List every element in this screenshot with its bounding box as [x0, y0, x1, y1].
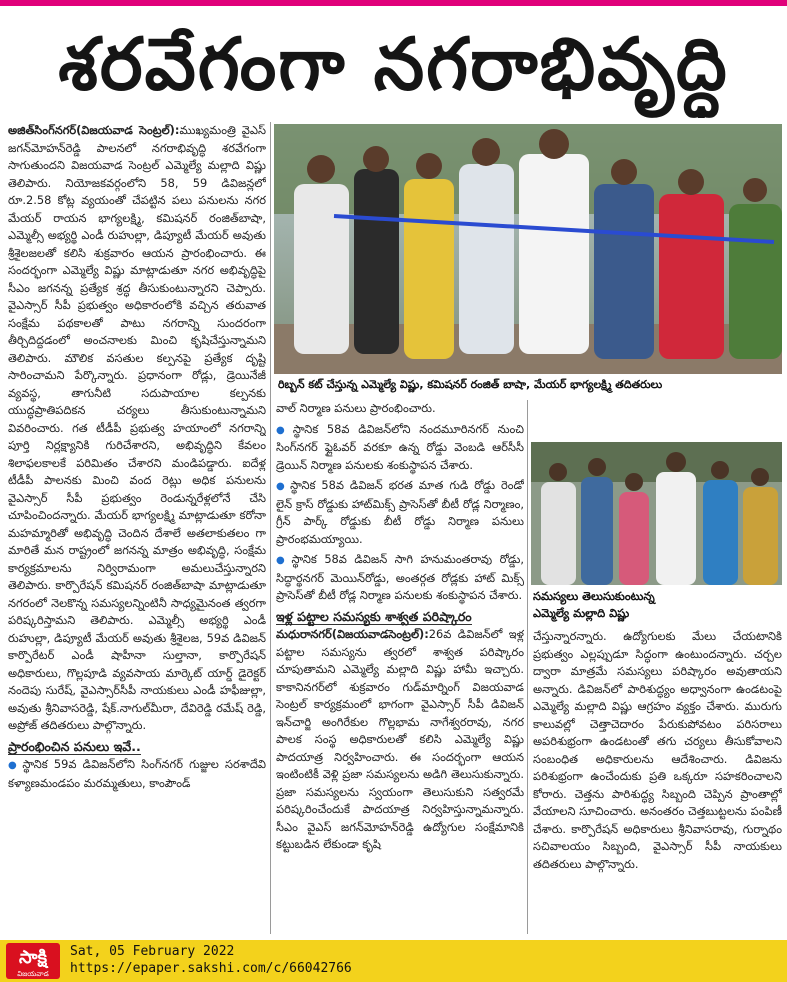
- bullet-item: [8, 756, 266, 792]
- bullet-icon: ●: [276, 555, 289, 566]
- epaper-link[interactable]: https://epaper.sakshi.com/c/66042766: [70, 961, 352, 976]
- bullet-text: స్థానిక 58వ డివిజన్‌లోని నందమూరినగర్‌ నుంచి సింగ్‌నగర్‌ ఫ్లైఓవర్‌ వరకూ ఉన్న రోడ్డు వెంబడి ఆర్‌సీసీ డ్రెయిన్‌ నిర్మాణ పనులకు శంకుస్థాపన చేశారు.: [276, 421, 524, 472]
- caption-line-1: సమస్యలు తెలుసుకుంటున్న: [533, 589, 655, 603]
- bullet-item: [276, 421, 524, 475]
- article-column-1: [8, 122, 266, 934]
- photo-ribbon-caption: రిబ్బన్‌ కట్‌ చేస్తున్న ఎమ్మెల్యే విష్ణు, కమిషనర్‌ రంజిత్‌ బాషా, మేయర్‌ భాగ్యలక్ష్మి తదితరులు: [278, 378, 663, 391]
- caption-line-2: ఎమ్మెల్యే మల్లాది విష్ణు: [533, 606, 630, 620]
- bullet-text: స్థానిక 58వ డివిజన్‌ భరత మాత గుడి రోడ్డు రెండో లైన్‌ క్రాస్‌ రోడ్డుకు హాట్‌మిక్స్‌ ప్రాసెస్‌తో బీటీ రోడ్ల నిర్మాణం, గ్రీన్‌ పార్క్‌ రోడ్డుకు బీటీ రోడ్డు నిర్మాణ పనులు ప్రారంభమయ్యాయి.: [276, 478, 524, 546]
- continuation-text: చేస్తున్నారన్నారు. ఉద్యోగులకు మేలు చేయటానికి ప్రభుత్వం ఎల్లప్పుడూ సిద్ధంగా ఉంటుందన్నారు. చర్చల ద్వారా మాత్రమే సమస్యలు పరిష్కారం అవుతాయని అన్నారు. డివిజన్‌లో పారిశుద్ధ్యం అధ్వానంగా ఉండటంపై ఎమ్మెల్యే మల్లాది విష్ణు ఆగ్రహం వ్యక్తం చేశారు. మురుగు కాలువల్లో చెత్తాచెదారం పేరుకుపోవటం పరిసరాలు అపరిశుభ్రంగా ఉండటంతో తగు చర్యలు తీసుకోవాలని సంబంధిత అధికారులను ఆదేశించారు. డివిజను పరిశుభ్రంగా ఉంచేందుకు ప్రతి ఒక్కరూ సహకరించాలని కోరారు. చెత్తను పారిశుద్ధ్య సిబ్బంది చెప్పిన ప్రాంతాల్లో వేయాలని సూచించారు. అనంతరం చెత్తబుట్టలను పంపిణీ చేశారు. కార్పొరేషన్‌ అధికారులు శ్రీనివాసరావు, గుర్నాథం సచివాలయం సిబ్బంది, వైఎస్సార్‌ సీపీ నాయకులు తదితరులు పాల్గొన్నారు.: [533, 629, 782, 871]
- bullet-icon: ●: [276, 424, 290, 436]
- photo-mla-interaction: [531, 442, 782, 585]
- second-story-paragraph: [276, 626, 524, 854]
- lead-paragraph: [8, 122, 266, 735]
- second-story-text: 26వ డివిజన్‌లో ఇళ్ల పట్టాల సమస్యను త్వరలో శాశ్వత పరిష్కారం చూపుతామని ఎమ్మెల్యే మల్లాది విష్ణు హామీ ఇచ్చారు. కాకానినగర్‌లో శుక్రవారం గుడ్‌మార్నింగ్‌ విజయవాడ సెంట్రల్‌ కార్యక్రమంలో భాగంగా వైఎస్సార్‌ సీపీ డివిజన్‌ ఇన్‌చార్జి అంగిరేకుల గొల్లభామ నాగేశ్వరరావు, నగర పాలక సంస్థ అధికారులతో కలిసి ఎమ్మెల్యే విష్ణు పాదయాత్ర నిర్వహించారు. ఈ సందర్భంగా ఆయన ఇంటింటికీ వెళ్లి ప్రజా సమస్యలను అడిగి తెలుసుకున్నారు. ప్రజా సమస్యలను స్వయంగా తెలుసుకుని సత్వరమే పరిష్కరించేందుకే పాదయాత్ర నిర్వహిస్తున్నామన్నారు. సీఎం వైఎస్‌ జగన్‌మోహన్‌రెడ్డి ఉద్యోగుల సంక్షేమానికి కట్టుబడిన లేకుండా కృషి: [276, 627, 524, 851]
- bullet-item: [276, 477, 524, 548]
- photo-mla-caption: [533, 588, 782, 622]
- sakshi-logo: [6, 943, 60, 979]
- ribbon-cutting-image: [274, 124, 782, 374]
- article-column-3: [533, 628, 782, 934]
- column-divider: [270, 122, 271, 934]
- second-dateline: మధురానగర్‌(విజయవాడసెంట్రల్‌):: [276, 627, 429, 641]
- logo-text: సాక్షి: [19, 947, 47, 968]
- bullet-icon: ●: [8, 760, 20, 771]
- bullet-text: స్థానిక 59వ డివిజన్‌లోని సింగ్‌నగర్‌ గుజ్జుల సరశాదేవి కళ్యాణమండపం మరమ్మతులు, కాంపౌండ్‌: [8, 757, 266, 790]
- subhead-works: ప్రారంభించిన పనులు ఇవే..: [8, 738, 141, 754]
- bullet-item: [276, 551, 524, 605]
- edition-date: Sat, 05 February 2022: [70, 944, 235, 959]
- bullet-text: స్థానిక 58వ డివిజన్‌ సాగి హనుమంతరావు రోడ్డు, సిద్ధార్థనగర్‌ మెయిన్‌రోడ్డు, అంతర్గత రోడ్లకు హాట్‌ మిక్స్‌ ప్రాసెస్‌తో బీటీ రోడ్ల నిర్మాణ పనులకు శంకుస్థాపన చేశారు.: [276, 552, 524, 602]
- mla-interaction-image: [531, 442, 782, 585]
- dateline: అజిత్‌సింగ్‌నగర్‌(విజయవాడ సెంట్రల్‌):: [8, 123, 180, 137]
- top-accent-bar: [0, 0, 787, 6]
- footer-bar: [0, 940, 787, 982]
- article-column-2: [276, 400, 524, 934]
- logo-edition: విజయవాడ: [17, 970, 49, 978]
- column-divider: [527, 400, 528, 934]
- lead-text: ముఖ్యమంత్రి వైఎస్‌ జగన్‌మోహన్‌రెడ్డి పాలనలో నగరాభివృద్ధి శరవేగంగా సాగుతుందని విజయవాడ సెంట్రల్‌ ఎమ్మెల్యే మల్లాది విష్ణు తెలిపారు. నియోజకవర్గంలోని 58, 59 డివిజన్లలో రూ.2.58 కోట్ల వ్యయంతో చేపట్టిన పలు పనులను నగర మేయర్‌ రాయన భాగ్యలక్ష్మి, కమిషనర్‌ రంజిత్‌బాషా, ఎమ్మెల్సీ అభ్యర్థి ఎండీ రుహుల్లా, డిప్యూటీ మేయర్‌ అవుతు శ్రీశైలజలతో కలిసి శుక్రవారం ఆయన ప్రారంభించారు. ఈ సందర్భంగా ఎమ్మెల్యే విష్ణు మాట్లాడుతూ నగర అభివృద్ధిపై సీఎం జగనన్న ప్రత్యేక శ్రద్ధ తీసుకుంటున్నారని చెప్పారు. వైఎస్సార్‌ సీపీ ప్రభుత్వం అధికారంలోకి వచ్చిన తరువాత సంక్షేమ పథకాలతో పాటు నగరాన్ని సుందరంగా తీర్చిదిద్దడంలో అంచనాలకు మించి కృషిచేస్తున్నామని తెలిపారు. మౌలిక వసతుల కల్పనపై ప్రత్యేక దృష్టి సారించామని పేర్కొన్నారు. ప్రధానంగా రోడ్లు, డ్రెయినేజీ వ్యవస్థ, తాగునీటి సదుపాయాల కల్పనకు యుద్ధప్రాతిపదికన చర్యలు తీసుకుంటున్నామని వివరించారు. గత టీడీపీ ప్రభుత్వ హయాంలో నగరాన్ని పూర్తి నిర్లక్ష్యానికి గురిచేశారని, అభివృద్ధిని కేవలం శిలాఫలకాలకే పరిమితం చేశారని మండిపడ్డారు. ఐదేళ్ల టీడీపీ పాలనకు మించి వంద రెట్లు అధిక పనులను వైఎస్సార్‌ సీపీ ప్రభుత్వం రెండున్నరేళ్లలోనే చేసి చూపించిందన్నారు. మేయర్‌ భాగ్యలక్ష్మి మాట్లాడుతూ కరోనా మహమ్మారితో అభివృద్ధి చెందిన దేశాలే అతలాకుతలం గా మారితే మన రాష్ట్రంలో జగనన్న మాత్రం అభివృద్ధి, సంక్షేమ కార్యక్రమాలను నిర్విరామంగా అమలుచేస్తున్నారని తెలిపారు. కార్పొరేషన్‌ కమిషనర్‌ రంజిత్‌బాషా మాట్లాడుతూ నగరంలో నెలకొన్న సమస్యలన్నింటినీ సాధ్యమైనంత త్వరగా పరిష్కరిస్తామని తెలిపారు. ఎమ్మెల్సీ అభ్యర్థి ఎండీ రుహుల్లా, డిప్యూటీ మేయర్‌ అవుతు శ్రీశైలజ, 59వ డివిజన్‌ కార్పొరేటర్‌ ఎండీ షాహీనా సుల్తానా, కార్పొరేషన్‌ అధికారులు, గొల్లపూడి వ్యవసాయ మార్కెట్‌ యార్డ్‌ డైరెక్టర్‌ నందెపు సురేష్‌, వైఎస్సార్‌సీపీ నాయకులు ఎండీ హఫీజుల్లా, అవుతు శ్రీనివాసరెడ్డి, షేక్‌.నాగుల్‌మీరా, దేవిరెడ్డి రమేష్‌ రెడ్డి, అప్రోజ్‌ తదితరులు పాల్గొన్నారు.: [8, 123, 266, 732]
- photo-ribbon-cutting: [274, 124, 782, 374]
- subhead-house-pattas: ఇళ్ల పట్టాల సమస్యకు శాశ్వత పరిష్కారం: [276, 608, 472, 624]
- wall-works-text: వాల్‌ నిర్మాణ పనులు ప్రారంభించారు.: [276, 401, 436, 415]
- bullet-icon: ●: [276, 481, 288, 492]
- headline: శరవేగంగా నగరాభివృద్ధి: [58, 22, 729, 106]
